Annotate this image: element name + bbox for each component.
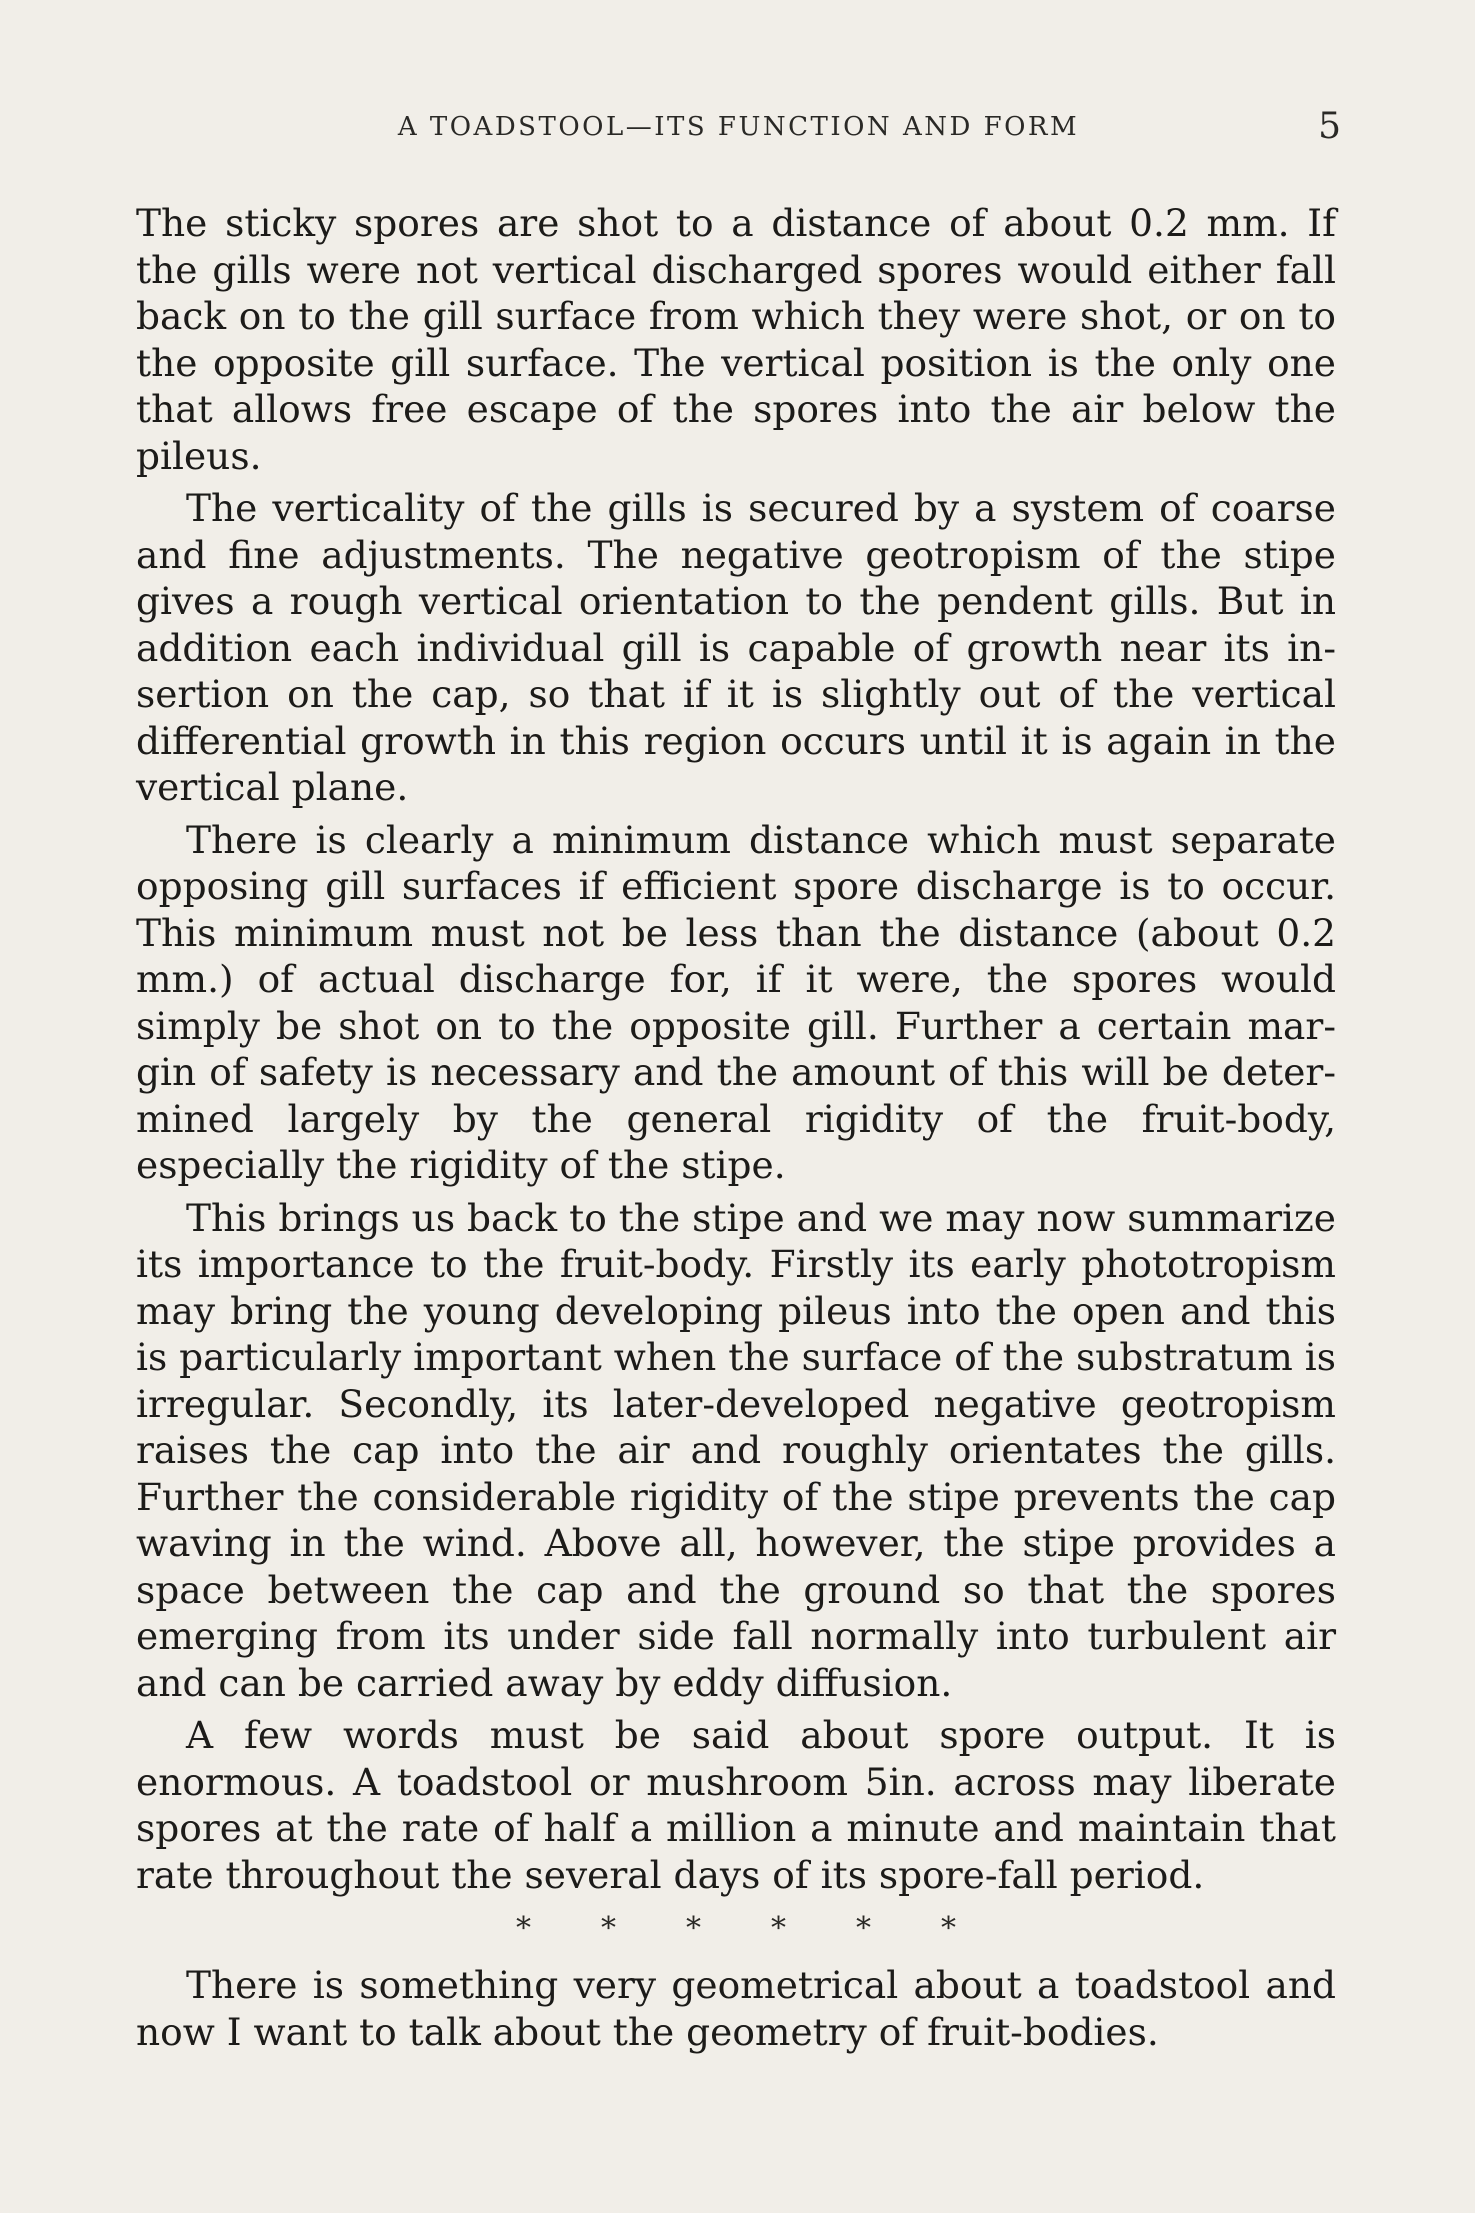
running-head bbox=[136, 106, 1341, 152]
page-number: 5 bbox=[1318, 106, 1341, 147]
paragraph-spore-discharge: The sticky spores are shot to a distance of about 0.2 mm. If the gills were not vertical discharged spores would either fall back on to the gill surface from which they were shot, or on to the opposite gill surface. The vertical position is the only one that allows free escape of the spores into the air below the pileus. bbox=[136, 201, 1336, 478]
body-text bbox=[136, 200, 1336, 2061]
paragraph-gill-spacing: There is clearly a minimum distance which must separate opposing gill surfaces if efficient spore discharge is to occur. This minimum must not be less than the distance (about 0.2 mm.) of actual discharge for, if it were, the spores would simply be shot on to the opposite gill. Further a certain margin of safety is necessary and the amount of this will be determined largely by the general rigidity of the fruit-body, especially the rigidity of the stipe. bbox=[136, 817, 1336, 1187]
paragraph-stipe-importance: This brings us back to the stipe and we may now summarize its importance to the fruit-body. Firstly its early phototropism may bring the young developing pileus into the open and this is particularly important when the surface of the substratum is irregular. Secondly, its later-developed negative geotropism raises the cap into the air and roughly orientates the gills. Further the considerable rigidity of the stipe prevents the cap waving in the wind. Above all, however, the stipe provides a space between the cap and the ground so that the spores emerging from its under side fall normally into turbulent air and can be carried away by eddy diffusion. bbox=[136, 1195, 1336, 1705]
running-title: A TOADSTOOL—ITS FUNCTION AND FORM bbox=[397, 112, 1080, 142]
paragraph-spore-output: A few words must be said about spore output. It is enormous. A toadstool or mushroom 5in. across may liberate spores at the rate of half a million a minute and maintain that rate throughout the several days of its spore-fall period. bbox=[136, 1713, 1336, 1897]
paragraph-gill-verticality: The verticality of the gills is secured by a system of coarse and fine adjustments. The negative geotropism of the stipe gives a rough vertical orientation to the pendent gills. But in addition each individual gill is capable of growth near its insertion on the cap, so that if it is slightly out of the vertical differential growth in this region occurs until it is again in the vertical plane. bbox=[136, 486, 1336, 809]
paragraph-geometry-intro: There is something very geometrical about a toadstool and now I want to talk about the geometry of fruit-bodies. bbox=[136, 1963, 1336, 2054]
section-separator: ****** bbox=[516, 1911, 1026, 1946]
